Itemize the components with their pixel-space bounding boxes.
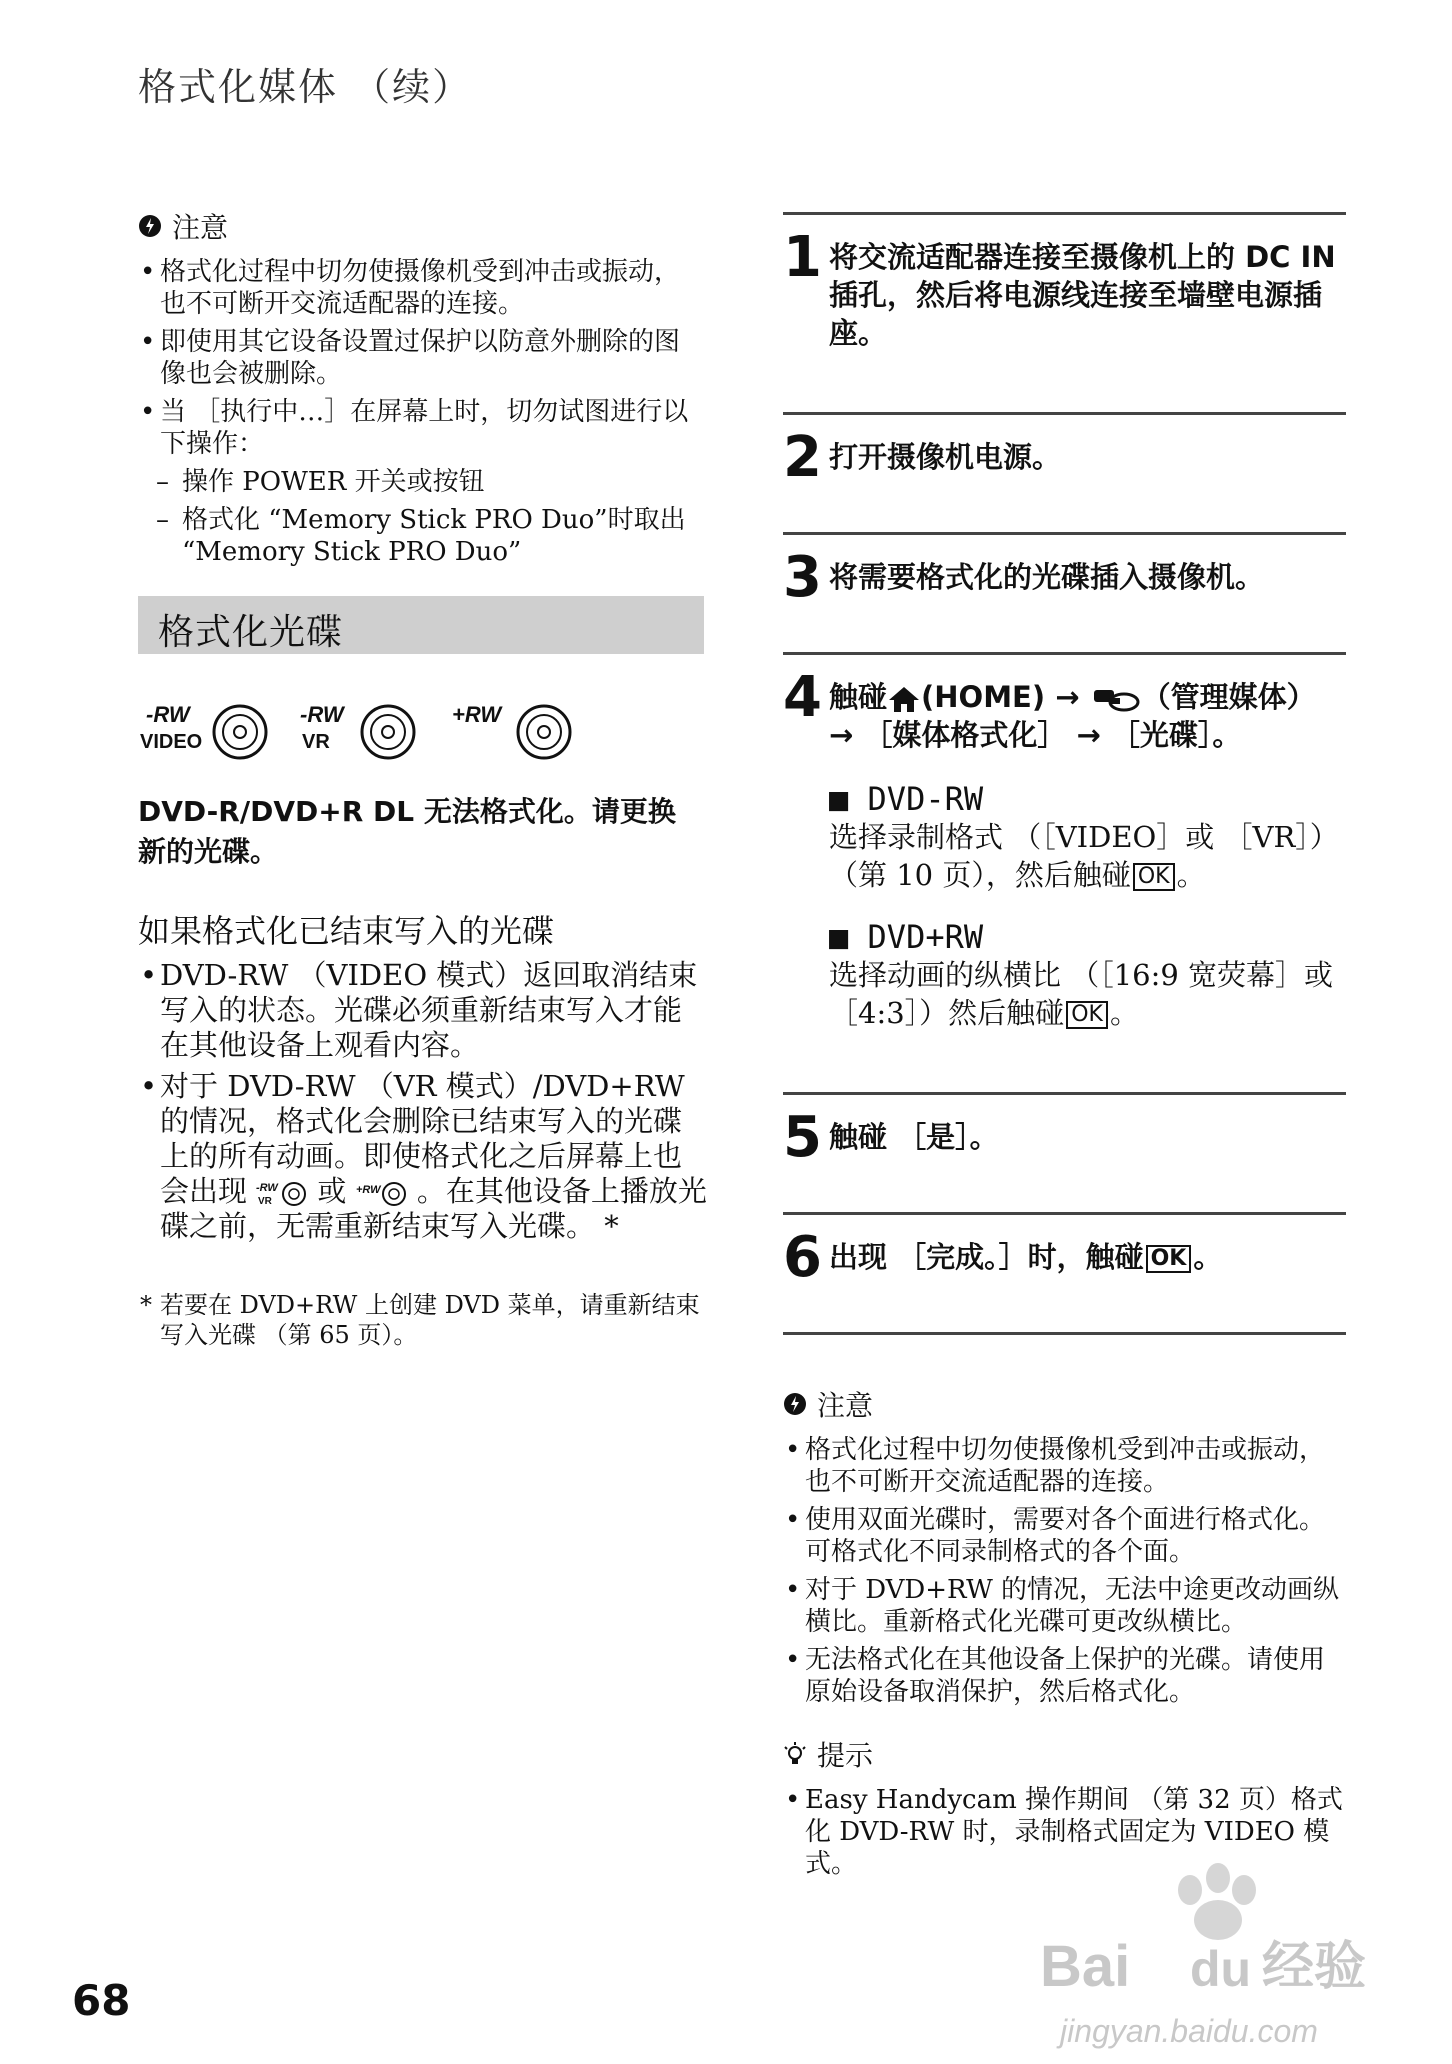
right-notes: [783, 1384, 1343, 1714]
dvd-plus-rw-instruction: [829, 956, 1344, 1032]
list-item: • DVD-RW （VIDEO 模式）返回取消结束写入的状态。光碟必须重新结束写入才能在其他设备上观看内容。: [138, 958, 708, 1063]
watermark-brand: Bai: [1040, 1934, 1131, 1999]
dvd-plus-rw-small-icon: [356, 1179, 408, 1207]
instruction-text: 选择录制格式 （［VIDEO］或 ［VR］）（第 10 页），然后触碰: [829, 820, 1339, 892]
left-notes: [138, 206, 698, 574]
notes-heading-label: 注意: [172, 211, 229, 244]
step-divider: [783, 1212, 1346, 1215]
list-item-text: 。在其他设备上播放光碟之前，无需重新结束写入光碟。 *: [160, 1174, 707, 1243]
watermark-cn: 经验: [1262, 1938, 1367, 1996]
list-item: • 格式化过程中切勿使摄像机受到冲击或振动，也不可断开交流适配器的连接。: [783, 1434, 1343, 1498]
list-subitem: – 操作 POWER 开关或按钮: [138, 466, 698, 498]
list-item: • 对于 DVD+RW 的情况，无法中途更改动画纵横比。重新格式化光碟可更改纵横比。: [783, 1574, 1343, 1638]
list-item: • 当 ［执行中…］在屏幕上时，切勿试图进行以下操作：: [138, 396, 698, 460]
step-divider: [783, 1092, 1346, 1095]
logo-vr-text: VR: [302, 731, 330, 753]
dvd-rw-vr-small-icon: [256, 1179, 308, 1207]
step-5: [783, 1105, 1346, 1190]
ok-button-icon: OK: [1066, 1001, 1108, 1029]
list-item-text: 对于 DVD-RW （VR 模式）/DVD+RW 的情况，格式化会删除已结束写入的光碟上的所有动画。即使格式化之后屏幕上也会出现: [160, 1069, 685, 1208]
svg-text:+RW: +RW: [355, 1184, 381, 1196]
footnote-item: * 若要在 DVD+RW 上创建 DVD 菜单，请重新结束写入光碟 （第 65 页）。: [138, 1290, 708, 1350]
dvd-plus-rw-logo: [452, 702, 570, 758]
svg-text:VR: VR: [258, 1196, 273, 1207]
home-icon: [887, 684, 921, 714]
ok-button-icon: OK: [1133, 863, 1175, 891]
notes-list: [138, 256, 698, 568]
logo-video-text: VIDEO: [140, 731, 203, 753]
section-title: 格式化光碟: [158, 612, 344, 653]
list-item: • Easy Handycam 操作期间 （第 32 页）格式化 DVD-RW 时，录制格式固定为 VIDEO 模式。: [783, 1784, 1343, 1880]
step-divider: [783, 212, 1346, 215]
finalized-list: [138, 958, 708, 1250]
finalized-heading: 如果格式化已结束写入的光碟: [138, 912, 555, 950]
step-6: [783, 1225, 1346, 1310]
dvd-rw-instruction: [829, 818, 1344, 894]
logo-plus-rw-text: +RW: [452, 702, 502, 727]
dvd-note-text: DVD-R/DVD+R DL 无法格式化。请更换新的光碟。: [138, 795, 676, 868]
step-number: 2: [783, 425, 822, 490]
step-4: [783, 665, 1346, 1070]
step-text-part: 出现 ［完成。］时，触碰: [829, 1240, 1144, 1274]
step-3: [783, 545, 1346, 630]
step-number: 1: [783, 225, 822, 290]
watermark-brand2: du: [1190, 1941, 1252, 1997]
ok-button-icon: OK: [1146, 1245, 1192, 1273]
caution-icon: [138, 214, 162, 238]
step-text: 将交流适配器连接至摄像机上的 DC IN 插孔，然后将电源线连接至墙壁电源插座。: [829, 240, 1336, 350]
step-number: 6: [783, 1225, 822, 1290]
step-number: 3: [783, 545, 822, 610]
list-subitem: – 格式化 “Memory Stick PRO Duo”时取出 “Memory Stick PRO Duo”: [138, 504, 698, 568]
notes-list: [783, 1434, 1343, 1708]
manage-media-icon: [1090, 684, 1142, 714]
list-item: • 即使用其它设备设置过保护以防意外删除的图像也会被删除。: [138, 326, 698, 390]
lightbulb-icon: [783, 1742, 807, 1766]
list-item: • 使用双面光碟时，需要对各个面进行格式化。可格式化不同录制格式的各个面。: [783, 1504, 1343, 1568]
tips-heading: [783, 1734, 1343, 1774]
page-header-title: 格式化媒体 （续）: [138, 65, 473, 109]
paw-icon: [1178, 1863, 1256, 1940]
step-number: 5: [783, 1105, 822, 1170]
disc-type-logos: [140, 696, 610, 766]
logo-rw-text: -RW: [146, 702, 190, 727]
notes-heading: [783, 1384, 1343, 1424]
step-1: [783, 225, 1346, 390]
dvd-rw-video-logo: [140, 702, 266, 758]
tips-heading-label: 提示: [817, 1739, 874, 1772]
watermark-url: jingyan.baidu.com: [1060, 2013, 1318, 2049]
dvd-rw-vr-logo: [300, 702, 414, 758]
list-item-text: 或: [308, 1174, 356, 1208]
instruction-end: 。: [1109, 996, 1139, 1030]
step-divider: [783, 532, 1346, 535]
notes-heading-label: 注意: [817, 1389, 874, 1422]
step-number: 4: [783, 665, 822, 730]
instruction-end: 。: [1176, 858, 1206, 892]
step-text: 将需要格式化的光碟插入摄像机。: [829, 560, 1265, 594]
step-text: 打开摄像机电源。: [829, 440, 1062, 474]
dvd-plus-rw-subheading: ■ DVD+RW: [829, 918, 984, 956]
instruction-text: 选择动画的纵横比 （［16:9 宽荧幕］或 ［4:3］）然后触碰: [829, 958, 1334, 1030]
footnote: [138, 1290, 708, 1356]
list-item: [138, 1069, 708, 1244]
step-text-part: （管理媒体）: [1141, 680, 1316, 714]
step-text-part: 触碰: [829, 680, 888, 714]
step-text: 触碰 ［是］。: [829, 1120, 999, 1154]
step-2: [783, 425, 1346, 510]
caution-icon: [783, 1392, 807, 1416]
list-item: • 无法格式化在其他设备上保护的光碟。请使用原始设备取消保护，然后格式化。: [783, 1644, 1343, 1708]
notes-heading: [138, 206, 698, 246]
logo-rw-text: -RW: [300, 702, 344, 727]
svg-text:-RW: -RW: [256, 1182, 279, 1194]
page-number: 68: [72, 1976, 131, 2025]
step-text: [829, 1238, 1344, 1276]
dvd-rw-subheading: ■ DVD-RW: [829, 780, 984, 818]
list-item: • 格式化过程中切勿使摄像机受到冲击或振动，也不可断开交流适配器的连接。: [138, 256, 698, 320]
step-text: [829, 678, 1344, 1032]
step-text-part: (HOME) →: [921, 680, 1080, 714]
baidu-watermark: [1040, 1856, 1380, 2056]
step-text-part: → ［媒体格式化］ → ［光碟］。: [829, 718, 1242, 752]
step-divider: [783, 412, 1346, 415]
step-divider: [783, 652, 1346, 655]
step-divider: [783, 1332, 1346, 1335]
step-text-end: 。: [1193, 1240, 1223, 1274]
